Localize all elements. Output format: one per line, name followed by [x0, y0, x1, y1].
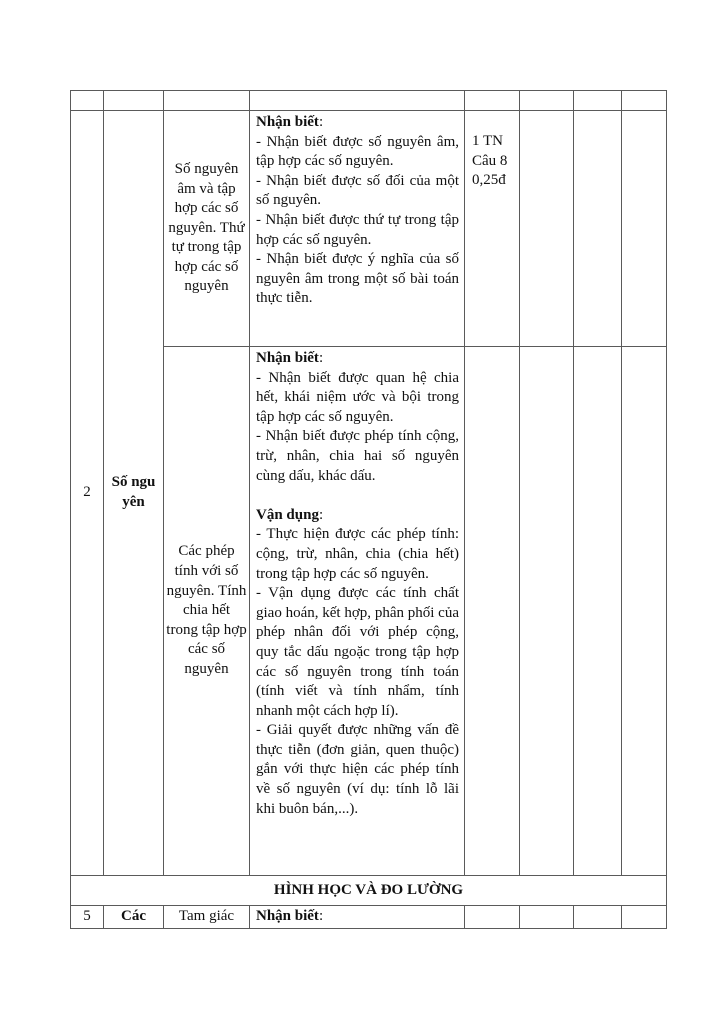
section-title: HÌNH HỌC VÀ ĐO LƯỜNG	[71, 876, 667, 906]
content-label: Các phép tính với số nguyên. Tính chia hết trong tập hợp các số nguyên	[166, 543, 247, 677]
cell	[520, 906, 574, 929]
level-heading: Nhận biết	[256, 114, 319, 130]
cell	[465, 906, 520, 929]
questions-cell	[465, 111, 520, 347]
cell	[574, 91, 622, 111]
content-label: Tam giác	[178, 908, 235, 925]
cell	[622, 347, 667, 876]
table-row	[71, 111, 667, 347]
stt-cell	[71, 906, 104, 929]
cell	[574, 111, 622, 347]
cell	[104, 91, 164, 111]
requirements-cell	[250, 906, 465, 929]
content-cell	[164, 906, 250, 929]
cell	[622, 906, 667, 929]
cell	[164, 91, 250, 111]
requirement-item: - Vận dụng được các tính chất giao hoán, kết hợp, phân phối của phép nhân đối với phép cộng, quy tắc dấu ngoặc trong tập hợp các số nguyên trong tính toán (tính viết và tính nhẩm, tính nhanh một cách hợp lí).	[256, 585, 459, 719]
empty-row	[71, 91, 667, 111]
colon: :	[318, 908, 324, 925]
topic-cell	[104, 906, 164, 929]
requirement-item: - Thực hiện được các phép tính: cộng, trừ, nhân, chia (chia hết) trong tập hợp các số nguyên.	[256, 526, 459, 582]
level-heading: Nhận biết	[256, 908, 319, 925]
content-cell	[164, 111, 250, 347]
requirement-item: - Nhận biết được phép tính cộng, trừ, nhân, chia hai số nguyên cùng dấu, khác dấu.	[256, 428, 459, 484]
stt-number: 5	[83, 908, 91, 925]
requirement-item: - Nhận biết được số đối của một số nguyên.	[256, 172, 459, 209]
requirement-item: - Nhận biết được ý nghĩa của số nguyên âm trong một số bài toán thực tiễn.	[256, 251, 459, 307]
level-heading: Nhận biết	[256, 350, 319, 366]
topic-label: Các	[121, 908, 146, 925]
cell	[71, 91, 104, 111]
requirements-cell: Nhận biết: - Nhận biết được số nguyên âm, tập hợp các số nguyên. - Nhận biết được số đối của một số nguyên. - Nhận biết được thứ tự trong tập hợp các số nguyên. - Nhận biết được ý nghĩa của số nguyên âm trong một số bài toán thực tiễn.	[250, 111, 465, 347]
requirement-item: - Nhận biết được thứ tự trong tập hợp các số nguyên.	[256, 211, 459, 248]
content-cell	[164, 347, 250, 876]
cell	[574, 347, 622, 876]
requirement-item: - Nhận biết được quan hệ chia hết, khái niệm ước và bội trong tập hợp các số nguyên.	[256, 369, 459, 425]
stt-number: 2	[83, 484, 91, 501]
question-count: 1 TN	[472, 133, 503, 149]
topic-cell	[104, 111, 164, 876]
cell	[520, 91, 574, 111]
cell	[465, 347, 520, 876]
cell	[520, 111, 574, 347]
cell	[622, 111, 667, 347]
topic-label: Số nguyên	[111, 474, 156, 510]
question-score: 0,25đ	[472, 172, 506, 189]
question-number: Câu 8	[472, 152, 508, 169]
stt-cell	[71, 111, 104, 876]
requirements-cell: Nhận biết: - Nhận biết được quan hệ chia hết, khái niệm ước và bội trong tập hợp các số nguyên. - Nhận biết được phép tính cộng, trừ, nhân, chia hai số nguyên cùng dấu, khác dấu. Vận dụng: - Thực hiện được các phép tính: cộng, trừ, nhân, chia (chia hết) trong tập hợp các số nguyên. - Vận dụng được các tính chất giao hoán, kết hợp, phân phối của phép nhân đối với phép cộng, quy tắc dấu ngoặc trong tập hợp các số nguyên trong tính toán (tính viết và tính nhẩm, tính nhanh một cách hợp lí). - Giải quyết được những vấn đề thực tiễn (đơn giản, quen thuộc) gắn với thực hiện các phép tính về số nguyên (ví dụ: tính lỗ lãi khi buôn bán,...).	[250, 347, 465, 876]
table-row	[71, 906, 667, 929]
content-label: Số nguyên âm và tập hợp các số nguyên. Thứ tự trong tập hợp các số nguyên	[168, 160, 245, 295]
section-row	[71, 876, 667, 906]
cell	[520, 347, 574, 876]
level-heading: Vận dụng	[256, 506, 319, 523]
requirement-item: - Giải quyết được những vấn đề thực tiễn (đơn giản, quen thuộc) gắn với thực hiện các phép tính về số nguyên (ví dụ: tính lỗ lãi khi buôn bán,...).	[256, 722, 459, 817]
cell	[574, 906, 622, 929]
cell	[465, 91, 520, 111]
cell	[250, 91, 465, 111]
requirement-item: - Nhận biết được số nguyên âm, tập hợp các số nguyên.	[256, 133, 459, 170]
specification-table	[70, 90, 667, 929]
cell	[622, 91, 667, 111]
